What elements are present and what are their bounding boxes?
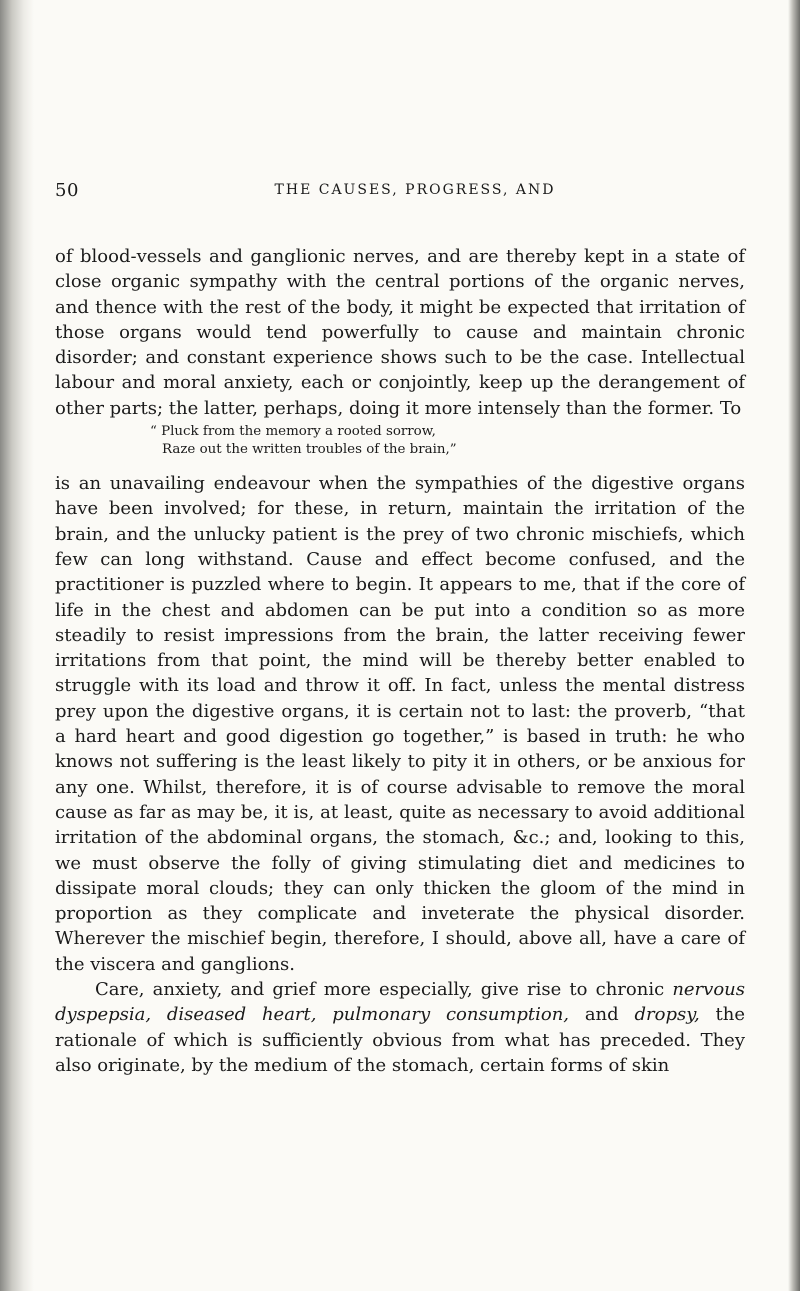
scan-edge-left: [0, 0, 34, 1291]
paragraph-3-part-b: and: [584, 1004, 619, 1026]
running-head: [55, 180, 745, 220]
scan-edge-right: [788, 0, 800, 1291]
book-page: [55, 180, 745, 1078]
quote-line-2: Raze out the written troubles of the brain,”: [162, 442, 457, 458]
running-title: THE CAUSES, PROGRESS, AND: [274, 182, 556, 198]
paragraph-3-italic-1: nervous dyspepsia, diseased heart, pulmonary consumption,: [55, 979, 745, 1026]
paragraph-2: is an unavailing endeavour when the sympathies of the digestive organs have been involved; for these, in return, maintain the irritation of the brain, and the unlucky patient is the prey of two chronic mischiefs, which few can long withstand. Cause and effect become confused, and the practitioner is puzzled where to begin. It appears to me, that if the core of life in the chest and abdomen can be put into a condition so as more steadily to resist impressions from the brain, the latter receiving fewer irritations from that point, the mind will be thereby better enabled to struggle with its load and throw it off. In fact, unless the mental distress prey upon the digestive organs, it is certain not to last: the proverb, “that a hard heart and good digestion go together,” is based in truth: he who knows not suffering is the least likely to pity it in others, or be anxious for any one. Whilst, therefore, it is of course advisable to remove the moral cause as far as may be, it is, at least, quite as necessary to avoid additional irritation of the abdominal organs, the stomach, &c.; and, looking to this, we must observe the folly of giving stimulating diet and medicines to dissipate moral clouds; they can only thicken the gloom of the mind in proportion as they complicate and inveterate the physical disorder. Wherever the mischief begin, therefore, I should, above all, have a care of the viscera and ganglions.: [55, 473, 745, 975]
paragraph-3-part-a: Care, anxiety, and grief more especially, give rise to chronic: [95, 979, 665, 1001]
paragraph-3-part-c: the rationale of which is sufficiently obvious from what has preceded. They also originate, by the medium of the stomach, certain forms of skin: [55, 1004, 745, 1076]
paragraph-3: [55, 977, 745, 1078]
page-number: 50: [55, 180, 79, 201]
paragraph-1: of blood-vessels and ganglionic nerves, and are thereby kept in a state of close organic sympathy with the central portions of the organic nerves, and thence with the rest of the body, it might be expected that irritation of those organs would tend powerfully to cause and maintain chronic disorder; and constant experience shows such to be the case. Intellectual labour and moral anxiety, each or conjointly, keep up the derangement of other parts; the latter, perhaps, doing it more intensely than the former. To: [55, 246, 745, 419]
quote-line-1: “ Pluck from the memory a rooted sorrow,: [150, 424, 436, 440]
block-quote: [55, 423, 745, 459]
paragraph-3-italic-2: dropsy,: [634, 1004, 700, 1026]
